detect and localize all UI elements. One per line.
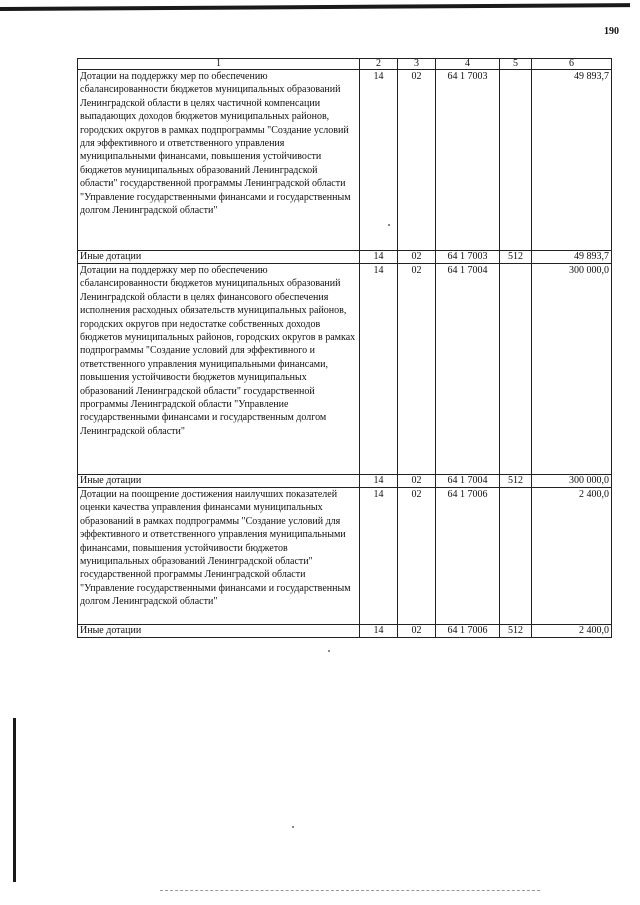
row-expense-type xyxy=(500,264,532,475)
row-target-article: 64 1 7004 xyxy=(436,264,500,475)
table-row xyxy=(78,264,612,475)
row-expense-type xyxy=(500,488,532,625)
row-amount: 49 893,7 xyxy=(532,251,612,264)
header-col-1: 1 xyxy=(78,59,360,70)
row-target-article: 64 1 7006 xyxy=(436,625,500,638)
table-row xyxy=(78,475,612,488)
row-amount: 49 893,7 xyxy=(532,70,612,251)
row-description: Дотации на поддержку мер по обеспечению сбалансированности бюджетов муниципальных образований Ленинградской области в целях финансового обеспечения исполнения расходных обязательств муниципальных районов, городских округов при недостатке собственных доходов бюджетов муниципальных районов, городских округов в рамках подпрограммы "Создание условий для эффективного и ответственного управления муниципальными финансами, повышения устойчивости бюджетов муниципальных образований Ленинградской области" государственной программы Ленинградской области "Управление государственными финансами и государственным долгом Ленинградской области" xyxy=(78,264,360,475)
row-description: Дотации на поощрение достижения наилучших показателей оценки качества управления финансами муниципальных образований в рамках подпрограммы "Создание условий для эффективного и ответственного управления муниципальными финансами, повышения устойчивости бюджетов муниципальных образований Ленинградской области" государственной программы Ленинградской области "Управление государственными финансами и государственным долгом Ленинградской области" xyxy=(78,488,360,625)
row-subsection: 02 xyxy=(398,251,436,264)
budget-table xyxy=(77,58,612,638)
table-row xyxy=(78,70,612,251)
scan-left-edge-bar xyxy=(13,718,16,882)
header-col-5: 5 xyxy=(500,59,532,70)
row-amount: 300 000,0 xyxy=(532,475,612,488)
row-amount: 2 400,0 xyxy=(532,625,612,638)
table-row xyxy=(78,625,612,638)
scan-speck xyxy=(292,826,294,828)
row-target-article: 64 1 7004 xyxy=(436,475,500,488)
row-section: 14 xyxy=(360,251,398,264)
row-expense-type: 512 xyxy=(500,625,532,638)
scan-speck xyxy=(328,650,330,652)
row-subsection: 02 xyxy=(398,70,436,251)
row-subsection: 02 xyxy=(398,264,436,475)
row-section: 14 xyxy=(360,625,398,638)
header-col-6: 6 xyxy=(532,59,612,70)
row-section: 14 xyxy=(360,475,398,488)
scan-bottom-line xyxy=(160,890,540,892)
table-header-row xyxy=(78,59,612,70)
row-description: Иные дотации xyxy=(78,475,360,488)
row-subsection: 02 xyxy=(398,475,436,488)
row-target-article: 64 1 7003 xyxy=(436,70,500,251)
row-target-article: 64 1 7003 xyxy=(436,251,500,264)
row-target-article: 64 1 7006 xyxy=(436,488,500,625)
row-description: Иные дотации xyxy=(78,625,360,638)
page-number: 190 xyxy=(604,26,619,37)
row-expense-type: 512 xyxy=(500,251,532,264)
scan-top-bar xyxy=(0,3,630,11)
table-row xyxy=(78,488,612,625)
scan-speck xyxy=(388,224,390,226)
row-description: Иные дотации xyxy=(78,251,360,264)
header-col-3: 3 xyxy=(398,59,436,70)
row-subsection: 02 xyxy=(398,625,436,638)
header-col-4: 4 xyxy=(436,59,500,70)
row-amount: 2 400,0 xyxy=(532,488,612,625)
table-row xyxy=(78,251,612,264)
row-section: 14 xyxy=(360,70,398,251)
row-amount: 300 000,0 xyxy=(532,264,612,475)
row-section: 14 xyxy=(360,488,398,625)
row-expense-type: 512 xyxy=(500,475,532,488)
row-section: 14 xyxy=(360,264,398,475)
header-col-2: 2 xyxy=(360,59,398,70)
row-expense-type xyxy=(500,70,532,251)
row-description: Дотации на поддержку мер по обеспечению сбалансированности бюджетов муниципальных образований Ленинградской области в целях частичной компенсации выпадающих доходов бюджетов муниципальных районов, городских округов в рамках подпрограммы "Создание условий для эффективного и ответственного управления муниципальными финансами, повышения устойчивости бюджетов муниципальных образований Ленинградской области" государственной программы Ленинградской области "Управление государственными финансами и государственным долгом Ленинградской области" xyxy=(78,70,360,251)
row-subsection: 02 xyxy=(398,488,436,625)
